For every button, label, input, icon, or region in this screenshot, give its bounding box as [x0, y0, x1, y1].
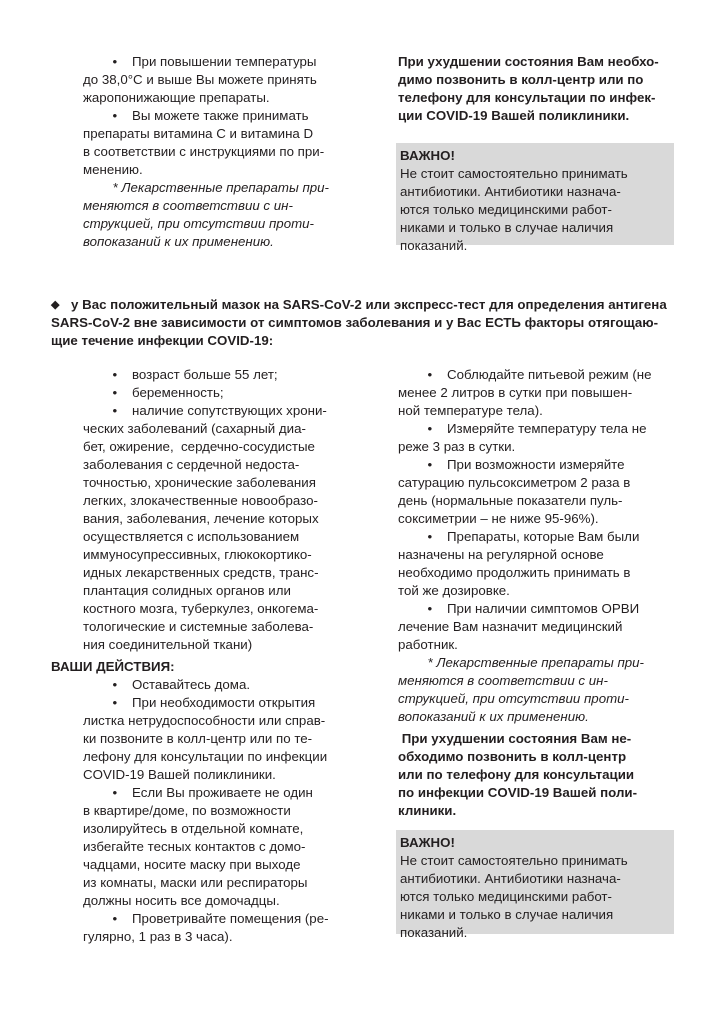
- text-line: изолируйтесь в отдельной комнате,: [83, 821, 304, 836]
- section-heading: [51, 296, 681, 350]
- text-line: • Оставайтесь дома.: [83, 677, 251, 692]
- text-line: никами и только в случае наличия: [400, 220, 614, 235]
- text-line: гулярно, 1 раз в 3 часа).: [83, 929, 233, 944]
- text-line: меняются в соответствии с ин-: [83, 198, 293, 213]
- text-line: • Соблюдайте питьевой режим (не: [398, 367, 652, 382]
- text-line: лечение Вам назначит медицинский: [398, 619, 623, 634]
- important-text: [400, 852, 674, 942]
- text-line: листка нетрудоспособности или справ-: [83, 713, 326, 728]
- text-line: препараты витамина С и витамина D: [83, 126, 314, 141]
- text-line: чадцами, носите маску при выходе: [83, 857, 301, 872]
- text-line: тологические и системные заболева-: [83, 619, 314, 634]
- text-line: легких, злокачественные новообразо-: [83, 493, 318, 508]
- text-line: у Вас положительный мазок на SARS-CoV-2 или экспресс-тест для определения антигена: [71, 297, 667, 312]
- text-line: антибиотики. Антибиотики назнача-: [400, 871, 621, 886]
- actions-section: [51, 658, 351, 946]
- text-line: Не стоит самостоятельно принимать: [400, 853, 628, 868]
- text-line: назначены на регулярной основе: [398, 547, 604, 562]
- text-line: клиники.: [398, 803, 457, 818]
- text-line: избегайте тесных контактов с домо-: [83, 839, 306, 854]
- text-line: • При необходимости открытия: [83, 695, 316, 710]
- text-line: или по телефону для консультации: [398, 767, 635, 782]
- text-line: струкцией, при отсутствии проти-: [398, 691, 629, 706]
- text-line: бет, ожирение, сердечно-сосудистые: [83, 439, 315, 454]
- temperature-advice: [83, 53, 353, 251]
- text-line: димо позвонить в колл-центр или по: [398, 72, 644, 87]
- text-line: • Измеряйте температуру тела не: [398, 421, 647, 436]
- text-line: ной температуре тела).: [398, 403, 543, 418]
- top-left-note: [83, 179, 353, 251]
- text-line: ки позвоните в колл-центр или по те-: [83, 731, 313, 746]
- text-line: вания, заболевания, лечение которых: [83, 511, 319, 526]
- important-text: [400, 165, 674, 255]
- important-box-top: [396, 143, 674, 253]
- text-line: • наличие сопутствующих хрони-: [83, 403, 327, 418]
- text-line: • Если Вы проживаете не один: [83, 785, 313, 800]
- text-line: необходимо продолжить принимать в: [398, 565, 631, 580]
- text-line: до 38,0°С и выше Вы можете принять: [83, 72, 317, 87]
- text-line: COVID-19 Вашей поликлиники.: [83, 767, 276, 782]
- text-line: менению.: [83, 162, 143, 177]
- text-line: показаний.: [400, 925, 468, 940]
- text-line: заболевания с сердечной недоста-: [83, 457, 300, 472]
- text-line: иммуносупрессивных, глюкокортико-: [83, 547, 312, 562]
- text-line: • При наличии симптомов ОРВИ: [398, 601, 640, 616]
- text-line: никами и только в случае наличия: [400, 907, 614, 922]
- text-line: соксиметрии – не ниже 95-96%).: [398, 511, 599, 526]
- text-line: в квартире/доме, по возможности: [83, 803, 291, 818]
- text-line: • При возможности измеряйте: [398, 457, 625, 472]
- text-line: из комнаты, маски или респираторы: [83, 875, 308, 890]
- text-line: сатурацию пульсоксиметром 2 раза в: [398, 475, 631, 490]
- text-line: вопоказаний к их применению.: [83, 234, 274, 249]
- text-line: показаний.: [400, 238, 468, 253]
- actions-list: [51, 676, 351, 946]
- text-line: • Вы можете также принимать: [83, 108, 309, 123]
- top-left-lines: [83, 53, 353, 179]
- text-line: работник.: [398, 637, 458, 652]
- text-line: Не стоит самостоятельно принимать: [400, 166, 628, 181]
- text-line: * Лекарственные препараты при-: [398, 655, 644, 670]
- risk-factors-list: [83, 366, 353, 654]
- text-line: антибиотики. Антибиотики назнача-: [400, 184, 621, 199]
- text-line: * Лекарственные препараты при-: [83, 180, 329, 195]
- text-line: • беременность;: [83, 385, 224, 400]
- text-line: • возраст больше 55 лет;: [83, 367, 278, 382]
- text-line: менее 2 литров в сутки при повышен-: [398, 385, 633, 400]
- right-column-advice: [398, 366, 688, 726]
- text-line: должны носить все домочадцы.: [83, 893, 280, 908]
- text-line: ции COVID-19 Вашей поликлиники.: [398, 108, 630, 123]
- text-line: жаропонижающие препараты.: [83, 90, 270, 105]
- important-title: ВАЖНО!: [400, 835, 455, 850]
- text-line: ния соединительной ткани): [83, 637, 253, 652]
- text-line: той же дозировке.: [398, 583, 510, 598]
- text-line: реже 3 раз в сутки.: [398, 439, 516, 454]
- text-line: плантация солидных органов или: [83, 583, 291, 598]
- text-line: вопоказаний к их применению.: [398, 709, 589, 724]
- text-line: по инфекции COVID-19 Вашей поли-: [398, 785, 638, 800]
- text-line: SARS-CoV-2 вне зависимости от симптомов заболевания и у Вас ЕСТЬ факторы отягощаю-: [51, 315, 659, 330]
- text-line: ются только медицинскими работ-: [400, 889, 612, 904]
- text-line: лефону для консультации по инфекции: [83, 749, 328, 764]
- text-line: меняются в соответствии с ин-: [398, 673, 608, 688]
- important-title: ВАЖНО!: [400, 148, 455, 163]
- text-line: идных лекарственных средств, транс-: [83, 565, 319, 580]
- text-line: • При повышении температуры: [83, 54, 317, 69]
- diamond-bullet-icon: ◆: [51, 299, 60, 311]
- text-line: день (нормальные показатели пуль-: [398, 493, 623, 508]
- text-line: • Проветривайте помещения (ре-: [83, 911, 329, 926]
- call-center-advice-bottom: [398, 730, 688, 820]
- text-line: телефону для консультации по инфек-: [398, 90, 656, 105]
- actions-title: ВАШИ ДЕЙСТВИЯ:: [51, 659, 175, 674]
- right-col-note: [398, 654, 688, 726]
- text-line: костного мозга, туберкулез, онкогема-: [83, 601, 319, 616]
- right-col-lines: [398, 366, 688, 654]
- text-line: в соответствии с инструкциями по при-: [83, 144, 325, 159]
- text-line: щие течение инфекции COVID-19:: [51, 333, 274, 348]
- text-line: обходимо позвонить в колл-центр: [398, 749, 627, 764]
- text-line: При ухудшении состояния Вам не-: [398, 731, 632, 746]
- text-line: ческих заболеваний (сахарный диа-: [83, 421, 306, 436]
- text-line: точностью, хронические заболевания: [83, 475, 316, 490]
- text-line: • Препараты, которые Вам были: [398, 529, 640, 544]
- text-line: струкцией, при отсутствии проти-: [83, 216, 314, 231]
- text-line: При ухудшении состояния Вам необхо-: [398, 54, 659, 69]
- important-box-bottom: [396, 830, 674, 940]
- text-line: ются только медицинскими работ-: [400, 202, 612, 217]
- call-center-advice-top: [398, 53, 688, 125]
- text-line: осуществляется с использованием: [83, 529, 300, 544]
